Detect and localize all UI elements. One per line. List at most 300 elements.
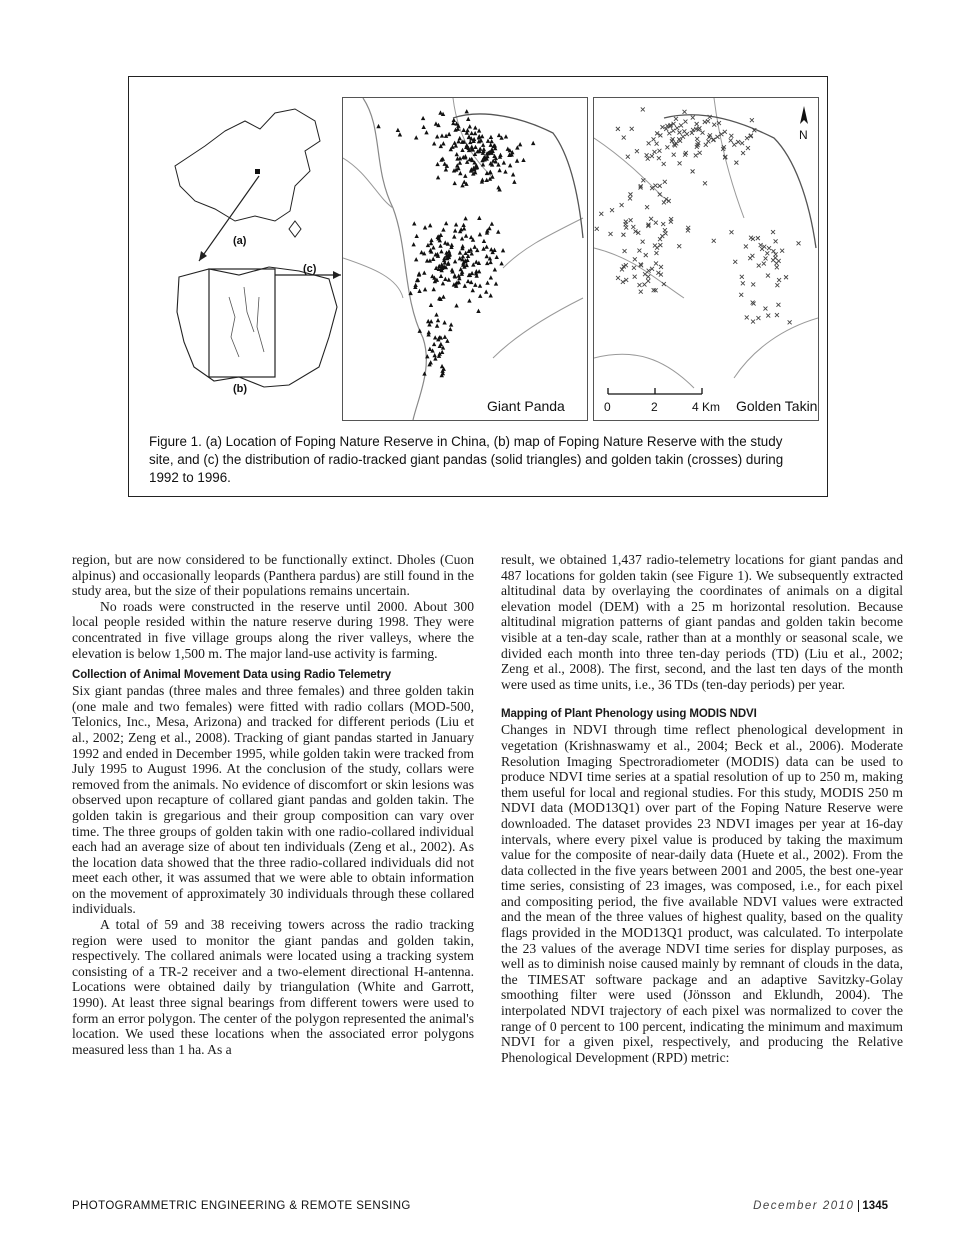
takin-location-marker	[771, 249, 775, 253]
panda-location-marker	[488, 256, 492, 260]
panda-location-marker	[435, 134, 439, 138]
panda-location-marker	[458, 161, 462, 165]
panda-location-marker	[431, 257, 435, 261]
panda-location-marker	[429, 303, 433, 307]
takin-location-marker	[715, 135, 719, 139]
label-a: (a)	[233, 235, 247, 247]
takin-location-marker	[672, 153, 676, 157]
takin-location-marker	[657, 149, 661, 153]
takin-location-marker	[777, 278, 781, 282]
takin-location-marker	[784, 275, 788, 279]
takin-location-marker	[641, 107, 645, 111]
panda-location-marker	[469, 247, 473, 251]
panda-location-marker	[443, 335, 447, 339]
takin-location-marker	[763, 307, 767, 311]
takin-location-marker	[659, 273, 663, 277]
section-heading-radio-telemetry: Collection of Animal Movement Data using Radio Telemetry	[72, 669, 392, 682]
takin-location-marker	[650, 154, 654, 158]
panda-location-marker	[429, 319, 433, 323]
panda-location-marker	[477, 128, 481, 132]
label-b: (b)	[233, 383, 248, 395]
panda-location-marker	[463, 216, 467, 220]
panda-location-marker	[455, 152, 459, 156]
panda-location-marker	[512, 180, 516, 184]
takin-location-marker	[662, 282, 666, 286]
panda-location-marker	[417, 289, 421, 293]
takin-location-marker	[745, 315, 749, 319]
takin-location-marker	[695, 122, 699, 126]
takin-location-marker	[701, 131, 705, 135]
takin-location-marker	[723, 130, 727, 134]
takin-location-marker	[706, 139, 710, 143]
takin-location-marker	[646, 157, 650, 161]
takin-location-marker	[748, 256, 752, 260]
takin-location-marker	[775, 313, 779, 317]
page-number: 1345	[858, 1200, 888, 1212]
panda-map-panel	[342, 97, 588, 421]
takin-locations	[595, 107, 801, 324]
takin-location-marker	[657, 156, 661, 160]
takin-location-marker	[775, 265, 779, 269]
panda-location-marker	[452, 118, 456, 122]
takin-location-marker	[624, 222, 628, 226]
panda-location-marker	[435, 323, 439, 327]
takin-location-marker	[637, 283, 641, 287]
panda-location-marker	[473, 245, 477, 249]
panda-location-marker	[497, 168, 501, 172]
panda-location-marker	[418, 329, 422, 333]
takin-location-marker	[645, 153, 649, 157]
panda-location-marker	[422, 270, 426, 274]
panda-location-marker	[508, 163, 512, 167]
takin-location-marker	[683, 120, 687, 124]
panda-location-marker	[506, 147, 510, 151]
takin-location-marker	[683, 110, 687, 114]
takin-location-marker	[664, 197, 668, 201]
takin-location-marker	[695, 137, 699, 141]
panda-location-marker	[473, 145, 477, 149]
panda-location-marker	[489, 275, 493, 279]
takin-location-marker	[691, 116, 695, 120]
locator-arrow	[189, 171, 279, 271]
panda-location-marker	[501, 248, 505, 252]
takin-location-marker	[641, 178, 645, 182]
takin-location-marker	[641, 240, 645, 244]
panda-location-marker	[434, 312, 438, 316]
takin-location-marker	[729, 134, 733, 138]
takin-location-marker	[599, 212, 603, 216]
takin-location-marker	[706, 119, 710, 123]
panda-location-marker	[439, 233, 443, 237]
panda-location-marker	[414, 135, 418, 139]
panda-location-marker	[442, 320, 446, 324]
panda-location-marker	[414, 257, 418, 261]
takin-location-marker	[645, 205, 649, 209]
figure-caption: Figure 1. (a) Location of Foping Nature Reserve in China, (b) map of Foping Nature Reserve with the study site, and (c) the distribution of radio-tracked giant pandas (solid triangles) and golden takin (crosses) during 1992 to 1996.	[149, 434, 784, 485]
takin-location-marker	[653, 150, 657, 154]
panda-location-marker	[454, 303, 458, 307]
panda-location-marker	[481, 143, 485, 147]
takin-location-marker	[762, 262, 766, 266]
scale-tick-0: 0	[604, 400, 611, 414]
giant-panda-label: Giant Panda	[487, 398, 565, 414]
takin-location-marker	[732, 143, 736, 147]
takin-location-marker	[656, 271, 660, 275]
panda-location-marker	[466, 279, 470, 283]
panda-location-marker	[493, 267, 497, 271]
panda-location-marker	[518, 142, 522, 146]
panda-location-marker	[441, 294, 445, 298]
takin-location-marker	[616, 127, 620, 131]
page-footer	[753, 1200, 888, 1212]
takin-location-marker	[654, 261, 658, 265]
takin-location-marker	[632, 266, 636, 270]
panda-location-marker	[471, 288, 475, 292]
takin-location-marker	[678, 161, 682, 165]
north-label: N	[799, 128, 808, 142]
panda-location-marker	[485, 280, 489, 284]
panda-location-marker	[447, 277, 451, 281]
panda-location-marker	[423, 287, 427, 291]
panda-location-marker	[504, 134, 508, 138]
takin-location-marker	[751, 237, 755, 241]
panda-location-marker	[484, 244, 488, 248]
takin-location-marker	[677, 244, 681, 248]
panda-location-marker	[481, 162, 485, 166]
takin-location-marker	[703, 181, 707, 185]
panda-location-marker	[487, 226, 491, 230]
panda-location-marker	[496, 229, 500, 233]
takin-location-marker	[662, 200, 666, 204]
panda-location-marker	[398, 132, 402, 136]
takin-location-marker	[667, 131, 671, 135]
panda-location-marker	[423, 225, 427, 229]
panda-location-marker	[438, 243, 442, 247]
takin-location-marker	[736, 140, 740, 144]
panda-location-marker	[466, 117, 470, 121]
panda-location-marker	[485, 178, 489, 182]
panda-location-marker	[502, 160, 506, 164]
panda-location-marker	[448, 327, 452, 331]
panda-location-marker	[441, 227, 445, 231]
left-paragraph-2: No roads were constructed in the reserve until 2000. About 300 local people resided within the nature reserve during 1998. They were concentrated in five village groups along the river valleys, where the elevation is below 1,500 m. The major land-use activity is farming.	[72, 598, 474, 661]
panda-location-marker	[432, 287, 436, 291]
takin-location-marker	[671, 129, 675, 133]
panda-location-marker	[376, 124, 380, 128]
panda-location-marker	[445, 339, 449, 343]
panda-location-marker	[488, 170, 492, 174]
scale-tick-2: 2	[651, 400, 658, 414]
panda-location-marker	[476, 309, 480, 313]
panda-location-marker	[478, 294, 482, 298]
takin-location-marker	[797, 241, 801, 245]
takin-location-marker	[609, 232, 613, 236]
takin-location-marker	[631, 225, 635, 229]
takin-location-marker	[654, 221, 658, 225]
panda-location-marker	[503, 169, 507, 173]
panda-location-marker	[453, 273, 457, 277]
takin-location-marker	[704, 143, 708, 147]
panda-location-marker	[515, 158, 519, 162]
takin-location-marker	[771, 230, 775, 234]
panda-location-marker	[428, 347, 432, 351]
panda-location-marker	[531, 141, 535, 145]
panda-location-marker	[450, 145, 454, 149]
panda-location-marker	[473, 131, 477, 135]
panda-location-marker	[430, 274, 434, 278]
panda-location-marker	[453, 228, 457, 232]
takin-location-marker	[624, 278, 628, 282]
takin-location-marker	[658, 243, 662, 247]
left-column	[72, 552, 474, 1057]
takin-location-marker	[751, 320, 755, 324]
takin-location-marker	[665, 145, 669, 149]
takin-location-marker	[655, 142, 659, 146]
panda-location-marker	[488, 293, 492, 297]
takin-location-marker	[740, 275, 744, 279]
section-heading-plant-phenology: Mapping of Plant Phenology using MODIS NDVI	[501, 708, 757, 721]
right-column	[501, 552, 903, 1065]
takin-location-marker	[663, 228, 667, 232]
panda-location-marker	[458, 136, 462, 140]
takin-location-marker	[677, 137, 681, 141]
right-paragraph-2: Changes in NDVI through time reflect phenological development in vegetation (Krishnaswamy et al., 2004; Beck et al., 2006). Moderate Resolution Imaging Spectroradiometer (MODIS) data can be used to produce NDVI time series at a spatial resolution of up to 250 m, making them useful for local and regional studies. For this study, MODIS 250 m NDVI data (MOD13Q1) over part of the Foping Nature Reserve were downloaded. The dataset provides 23 NDVI images per year at 16-day intervals, where every pixel value is produced by taking the maximum value for the composite of near-daily data (Huete et al., 2002). From the data collected in the five years between 2001 and 2005, the best one-year time series, consisting of 23 images, was composed, i.e., for each pixel and compositing period, the five available NDVI values were extracted and the mean of the three values of highest quality, based on the quality flags provided in the MOD13Q1 product, was calculated. To interpolate the 23 values of the average NDVI time series for display purposes, as well as to diminish noise caused mainly by remnant of clouds in the data, the TIMESAT software package and an adaptive Savitzky-Golay smoothing filter were used (Jönsson and Eklundh, 2004). The interpolated NDVI trajectory of each pixel was normalized to cover the range of 0 percent to 100 percent, indicating the minimum and maximum NDVI for a given pixel, respectively, and producing the Relative Phenological Development (RPD) metric:	[501, 722, 903, 1065]
takin-location-marker	[764, 256, 768, 260]
takin-location-marker	[669, 220, 673, 224]
takin-location-marker	[653, 244, 657, 248]
takin-location-marker	[780, 249, 784, 253]
takin-location-marker	[760, 247, 764, 251]
takin-location-marker	[643, 272, 647, 276]
takin-location-marker	[756, 236, 760, 240]
takin-location-marker	[658, 184, 662, 188]
panda-location-marker	[454, 222, 458, 226]
panda-location-marker	[436, 175, 440, 179]
right-paragraph-1: result, we obtained 1,437 radio-telemetry locations for giant pandas and 487 locations for golden takin (see Figure 1). We subsequently extracted altitudinal data by overlaying the coordinates of animals on a digital elevation model (DEM) with a 25 m horizontal resolution. Because altitudinal migration patterns of giant pandas and golden takin become visible at a ten-day scale, rather than at a monthly or seasonal scale, we divided each month into three ten-day periods (TD) (Liu et al., 2002; Zeng et al., 2008). The first, second, and the last ten days of the month were used as time units, i.e., 36 TDs (ten-day periods) per year.	[501, 552, 903, 692]
takin-location-marker	[741, 281, 745, 285]
takin-location-marker	[660, 125, 664, 129]
panda-location-marker	[467, 298, 471, 302]
takin-location-marker	[681, 135, 685, 139]
takin-map-panel	[593, 97, 819, 421]
panda-location-marker	[469, 235, 473, 239]
takin-location-marker	[637, 249, 641, 253]
takin-location-marker	[766, 274, 770, 278]
takin-location-marker	[623, 249, 627, 253]
panda-location-marker	[461, 128, 465, 132]
takin-location-marker	[622, 136, 626, 140]
takin-location-marker	[712, 123, 716, 127]
takin-location-marker	[646, 279, 650, 283]
takin-location-marker	[740, 141, 744, 145]
takin-location-marker	[626, 155, 630, 159]
panda-location-marker	[494, 281, 498, 285]
panda-location-marker	[460, 236, 464, 240]
takin-location-marker	[765, 251, 769, 255]
takin-location-marker	[675, 126, 679, 130]
panda-location-marker	[460, 148, 464, 152]
takin-location-marker	[635, 149, 639, 153]
takin-location-marker	[771, 258, 775, 262]
scale-tick-4: 4 Km	[692, 400, 721, 414]
takin-location-marker	[729, 230, 733, 234]
panda-location-marker	[453, 259, 457, 263]
takin-location-marker	[766, 314, 770, 318]
panda-location-marker	[489, 135, 493, 139]
panda-location-marker	[477, 269, 481, 273]
panda-location-marker	[499, 261, 503, 265]
panda-location-marker	[458, 250, 462, 254]
panda-location-marker	[440, 364, 444, 368]
takin-location-marker	[741, 151, 745, 155]
takin-location-marker	[595, 227, 599, 231]
panda-location-marker	[444, 221, 448, 225]
panda-location-marker	[477, 216, 481, 220]
panda-location-marker	[482, 239, 486, 243]
takin-location-marker	[621, 233, 625, 237]
panda-location-marker	[478, 283, 482, 287]
panda-location-marker	[458, 171, 462, 175]
panda-location-marker	[461, 223, 465, 227]
takin-location-marker	[644, 253, 648, 257]
golden-takin-label: Golden Takin	[736, 398, 818, 414]
panda-location-marker	[439, 274, 443, 278]
panda-location-marker	[433, 335, 437, 339]
takin-location-marker	[776, 303, 780, 307]
takin-distribution-map	[594, 98, 818, 420]
panda-location-marker	[439, 249, 443, 253]
panda-location-marker	[486, 139, 490, 143]
panda-location-marker	[497, 133, 501, 137]
panda-location-marker	[432, 141, 436, 145]
panda-location-marker	[465, 128, 469, 132]
panda-location-marker	[421, 125, 425, 129]
panda-location-marker	[467, 135, 471, 139]
takin-location-marker	[698, 151, 702, 155]
takin-location-marker	[733, 260, 737, 264]
takin-location-marker	[628, 196, 632, 200]
panda-distribution-map	[343, 98, 587, 420]
journal-name: PHOTOGRAMMETRIC ENGINEERING & REMOTE SENSING	[72, 1200, 411, 1212]
takin-location-marker	[703, 120, 707, 124]
takin-location-marker	[788, 320, 792, 324]
panda-location-marker	[489, 139, 493, 143]
panda-location-marker	[432, 342, 436, 346]
takin-location-marker	[697, 126, 701, 130]
takin-location-marker	[757, 264, 761, 268]
panda-location-marker	[463, 174, 467, 178]
panda-location-marker	[440, 133, 444, 137]
takin-location-marker	[610, 208, 614, 212]
takin-location-marker	[621, 280, 625, 284]
takin-location-marker	[767, 246, 771, 250]
panda-location-marker	[485, 254, 489, 258]
takin-location-marker	[729, 138, 733, 142]
takin-location-marker	[661, 222, 665, 226]
takin-location-marker	[667, 199, 671, 203]
takin-location-marker	[751, 282, 755, 286]
takin-location-marker	[649, 217, 653, 221]
label-c: (c)	[303, 263, 317, 275]
takin-location-marker	[633, 257, 637, 261]
takin-location-marker	[775, 283, 779, 287]
panda-location-marker	[421, 116, 425, 120]
panda-location-marker	[488, 260, 492, 264]
takin-location-marker	[694, 153, 698, 157]
takin-location-marker	[682, 129, 686, 133]
panda-location-marker	[396, 128, 400, 132]
takin-location-marker	[679, 123, 683, 127]
takin-location-marker	[674, 117, 678, 121]
panda-location-marker	[432, 353, 436, 357]
panda-location-marker	[521, 158, 525, 162]
takin-location-marker	[662, 162, 666, 166]
panda-location-marker	[436, 318, 440, 322]
panda-location-marker	[435, 162, 439, 166]
panda-location-marker	[478, 232, 482, 236]
scale-bar	[608, 388, 702, 394]
takin-location-marker	[659, 265, 663, 269]
takin-location-marker	[774, 239, 778, 243]
panda-location-marker	[450, 268, 454, 272]
panda-location-marker	[441, 141, 445, 145]
takin-location-marker	[629, 218, 633, 222]
panda-location-marker	[492, 248, 496, 252]
panda-location-marker	[480, 134, 484, 138]
issue-date: December 2010	[753, 1200, 855, 1212]
north-arrow-icon	[800, 106, 808, 124]
panda-location-marker	[463, 284, 467, 288]
takin-location-marker	[660, 234, 664, 238]
panda-location-marker	[449, 322, 453, 326]
panda-location-marker	[440, 350, 444, 354]
takin-location-marker	[663, 180, 667, 184]
panda-location-marker	[441, 281, 445, 285]
panda-location-marker	[464, 233, 468, 237]
takin-location-marker	[739, 293, 743, 297]
takin-location-marker	[756, 316, 760, 320]
panda-location-marker	[511, 172, 515, 176]
panda-location-marker	[414, 234, 418, 238]
panda-location-marker	[473, 283, 477, 287]
panda-location-marker	[490, 221, 494, 225]
panda-location-marker	[427, 330, 431, 334]
panda-location-marker	[452, 234, 456, 238]
takin-location-marker	[620, 203, 624, 207]
panda-locations	[376, 109, 535, 377]
takin-location-marker	[642, 283, 646, 287]
takin-location-marker	[639, 290, 643, 294]
takin-location-marker	[745, 136, 749, 140]
panda-location-marker	[485, 261, 489, 265]
panda-location-marker	[412, 221, 416, 225]
takin-location-marker	[691, 169, 695, 173]
takin-location-marker	[744, 244, 748, 248]
takin-location-marker	[654, 251, 658, 255]
left-paragraph-3: Six giant pandas (three males and three females) and three golden takin (one male and two females) were fitted with radio collars (MOD-500, Telonics, Inc., Mesa, Arizona) and tracked for different periods (Liu et al., 2002; Zeng et al., 2008). Tracking of giant pandas started in January 1992 and ended in December 1995, while golden takin were tracked from July 1995 to August 1996. At the conclusion of the study, collars were removed from the animals. No evidence of discomfort or skin lesions was observed upon recapture of collared giant pandas and golden takin. The golden takin is gregarious and their group composition can vary over time. The three groups of golden takin with one radio-collared individual each had an average size of about ten individuals (Zeng et al., 2002). As the location data showed that the three radio-collared individuals did not meet each other, it was assumed that we were able to obtain information on the movement of approximately 30 individuals through these collared individuals.	[72, 683, 474, 917]
takin-location-marker	[677, 130, 681, 134]
takin-location-marker	[628, 192, 632, 196]
panda-location-marker	[473, 125, 477, 129]
takin-location-marker	[630, 127, 634, 131]
panda-location-marker	[468, 124, 472, 128]
left-paragraph-4: A total of 59 and 38 receiving towers across the radio tracking region were used to monitor the giant pandas and golden takin, respectively. The collared animals were located using a tracking system consisting of a TR-2 receiver and a two-element directional H-antenna. Locations were obtained daily by triangulation (White and Garrott, 1990). At least three signal bearings from different towers were used to form an error polygon. The center of the polygon represented the animal's location. We used these locations when the associated error polygons measured less than 1 ha. As a	[72, 917, 474, 1057]
panda-location-marker	[429, 238, 433, 242]
takin-location-marker	[633, 275, 637, 279]
takin-location-marker	[712, 239, 716, 243]
panda-location-marker	[465, 109, 469, 113]
takin-location-marker	[750, 118, 754, 122]
